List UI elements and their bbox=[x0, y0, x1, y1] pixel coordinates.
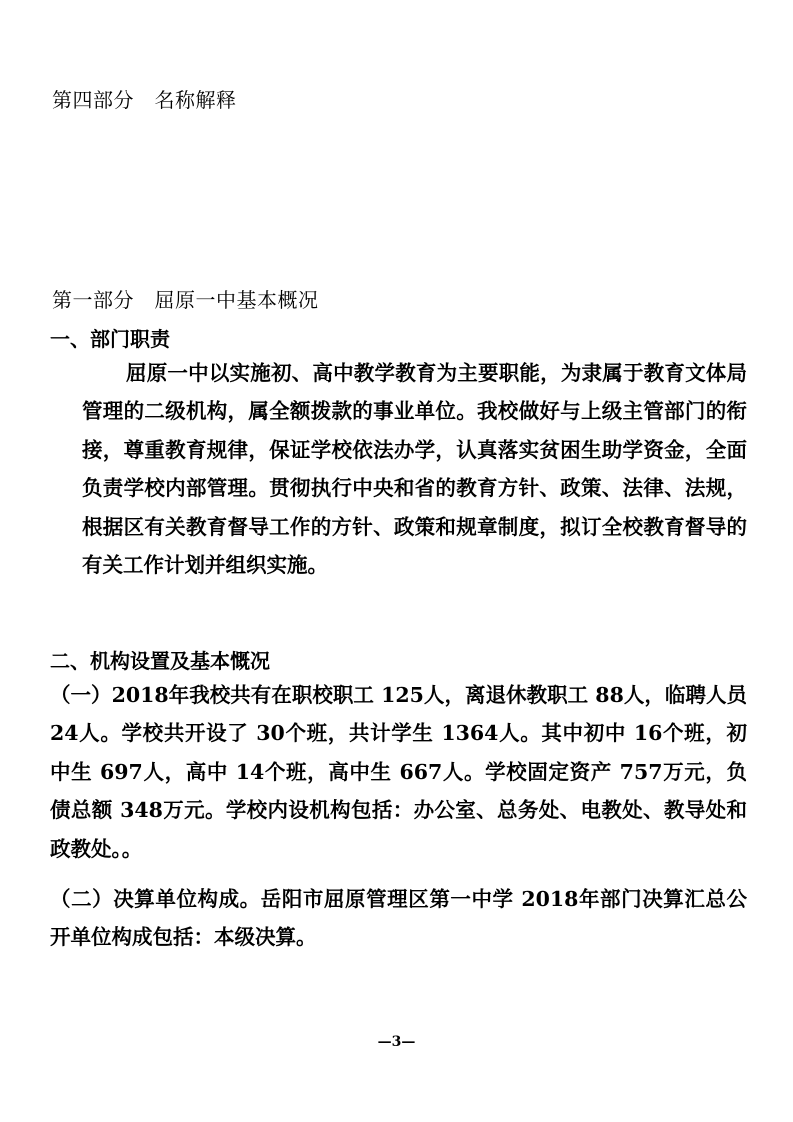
section2-item2: （二）决算单位构成。岳阳市屈原管理区第一中学 2018年部门决算汇总公开单位构成包括：本级决算。 bbox=[50, 887, 747, 950]
section2-item1: （一）2018年我校共有在职校职工 125人，离退休教职工 88人，临聘人员 24人。学校共开设了 30个班，共计学生 1364人。其中初中 16个班，初中生 697人，高中 14个班，高中生 667人。学校固定资产 757万元，负债总额 348万元。学校内设机构包括：办公室、总务处、电教处、教导处和政教处。。 bbox=[50, 683, 747, 861]
section1-body: 屈原一中以实施初、高中教学教育为主要职能，为隶属于教育文体局管理的二级机构，属全额拨款的事业单位。我校做好与上级主管部门的衔接，尊重教育规律，保证学校依法办学，认真落实贫困生助学资金，全面负责学校内部管理。贯彻执行中央和省的教育方针、政策、法律、法规，根据区有关教育督导工作的方针、政策和规章制度，拟订全校教育督导的有关工作计划并组织实施。 bbox=[82, 361, 747, 578]
section2-heading: 二、机构设置及基本慨况 bbox=[50, 649, 270, 673]
page-number: —3— bbox=[377, 1034, 416, 1050]
section1-heading: 一、部门职责 bbox=[50, 327, 170, 351]
part4-title: 第四部分 名称解释 bbox=[52, 88, 237, 112]
part1-title: 第一部分 屈原一中基本概况 bbox=[52, 288, 319, 312]
